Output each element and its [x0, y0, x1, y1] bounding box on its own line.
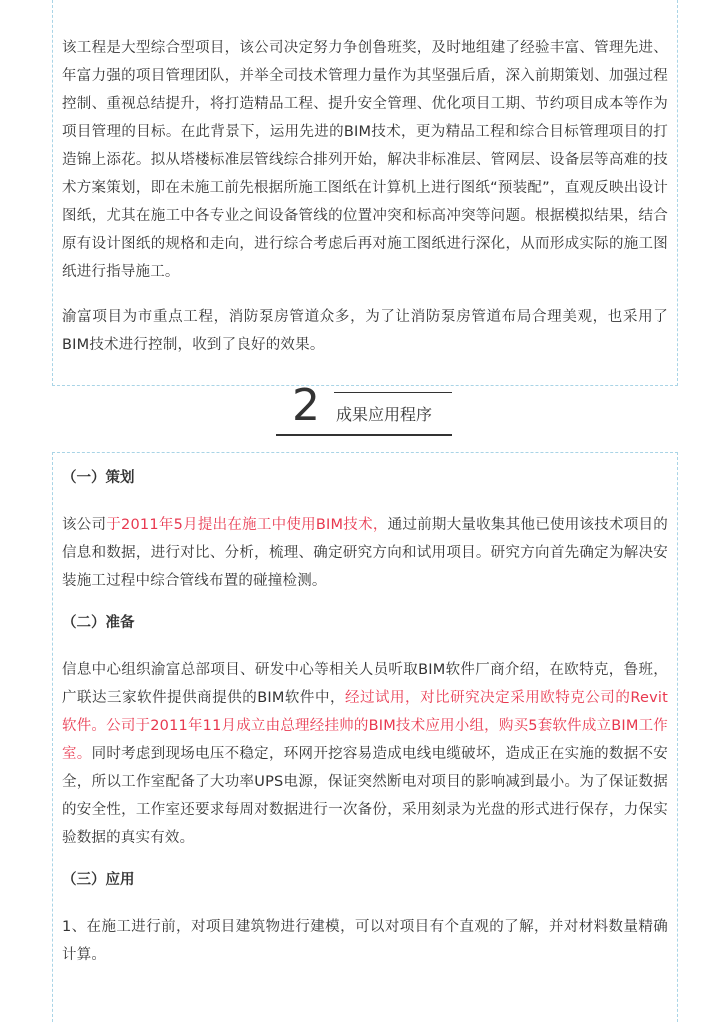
section-number: 2 [292, 380, 320, 431]
heading-top-rule [334, 392, 452, 393]
planning-highlight: 于2011年5月提出在施工中使用BIM技术， [106, 517, 388, 533]
subheading-planning: （一）策划 [62, 470, 135, 486]
subheading-application: （三）应用 [62, 872, 135, 888]
planning-text-rest: 通过前期大量收集其他已使用该技术项目的信息和数据，进行对比、分析，梳理、确定研究方向和试用项目。研究方向首先确定为解决安装施工过程中综合管线布置的碰撞检测。 [62, 517, 668, 589]
preparation-highlight: 经过试用，对比研究决定采用欧特克公司的Revit软件。公司于2011年11月成立由总理经挂帅的BIM技术应用小组，购买5套软件成立BIM工作室。 [62, 690, 668, 762]
section-title: 成果应用程序 [336, 405, 433, 424]
preparation-paragraph [62, 656, 668, 852]
intro-paragraph-1: 该工程是大型综合型项目，该公司决定努力争创鲁班奖，及时地组建了经验丰富、管理先进、年富力强的项目管理团队，并举全司技术管理力量作为其坚强后盾，深入前期策划、加强过程控制、重视总结提升，将打造精品工程、提升安全管理、优化项目工期、节约项目成本等作为项目管理的目标。在此背景下，运用先进的BIM技术，更为精品工程和综合目标管理项目的打造锦上添花。拟从塔楼标准层管线综合排列开始，解决非标准层、管网层、设备层等高难的技术方案策划，即在未施工前先根据所施工图纸在计算机上进行图纸“预装配”，直观反映出设计图纸，尤其在施工中各专业之间设备管线的位置冲突和标高冲突等问题。根据模拟结果，结合原有设计图纸的规格和走向，进行综合考虑后再对施工图纸进行深化，从而形成实际的施工图纸进行指导施工。 [62, 40, 668, 280]
heading-underline [276, 434, 452, 436]
section-heading [276, 380, 452, 436]
intro-paragraph-2: 渝富项目为市重点工程，消防泵房管道众多，为了让消防泵房管道布局合理美观，也采用了BIM技术进行控制，收到了良好的效果。 [62, 309, 668, 353]
subheading-preparation: （二）准备 [62, 615, 135, 631]
intro-content [62, 34, 668, 359]
planning-paragraph [62, 511, 668, 595]
preparation-text-start: 信息中心组织渝富总部项目、研发中心等相关人员听取BIM软件厂商介绍，在欧特克，鲁班，广联达三家软件提供商提供的BIM软件中， [62, 662, 668, 706]
planning-text-start: 该公司 [62, 517, 107, 533]
application-paragraph: 1、在施工进行前，对项目建筑物进行建模，可以对项目有个直观的了解，并对材料数量精确计算。 [62, 919, 668, 963]
preparation-text-rest: 同时考虑到现场电压不稳定，环网开挖容易造成电线电缆破坏，造成正在实施的数据不安全，所以工作室配备了大功率UPS电源，保证突然断电对项目的影响减到最小。为了保证数据的安全性，工作室还要求每周对数据进行一次备份，采用刻录为光盘的形式进行保存，力保实验数据的真实有效。 [62, 746, 669, 846]
application-content [62, 464, 668, 969]
